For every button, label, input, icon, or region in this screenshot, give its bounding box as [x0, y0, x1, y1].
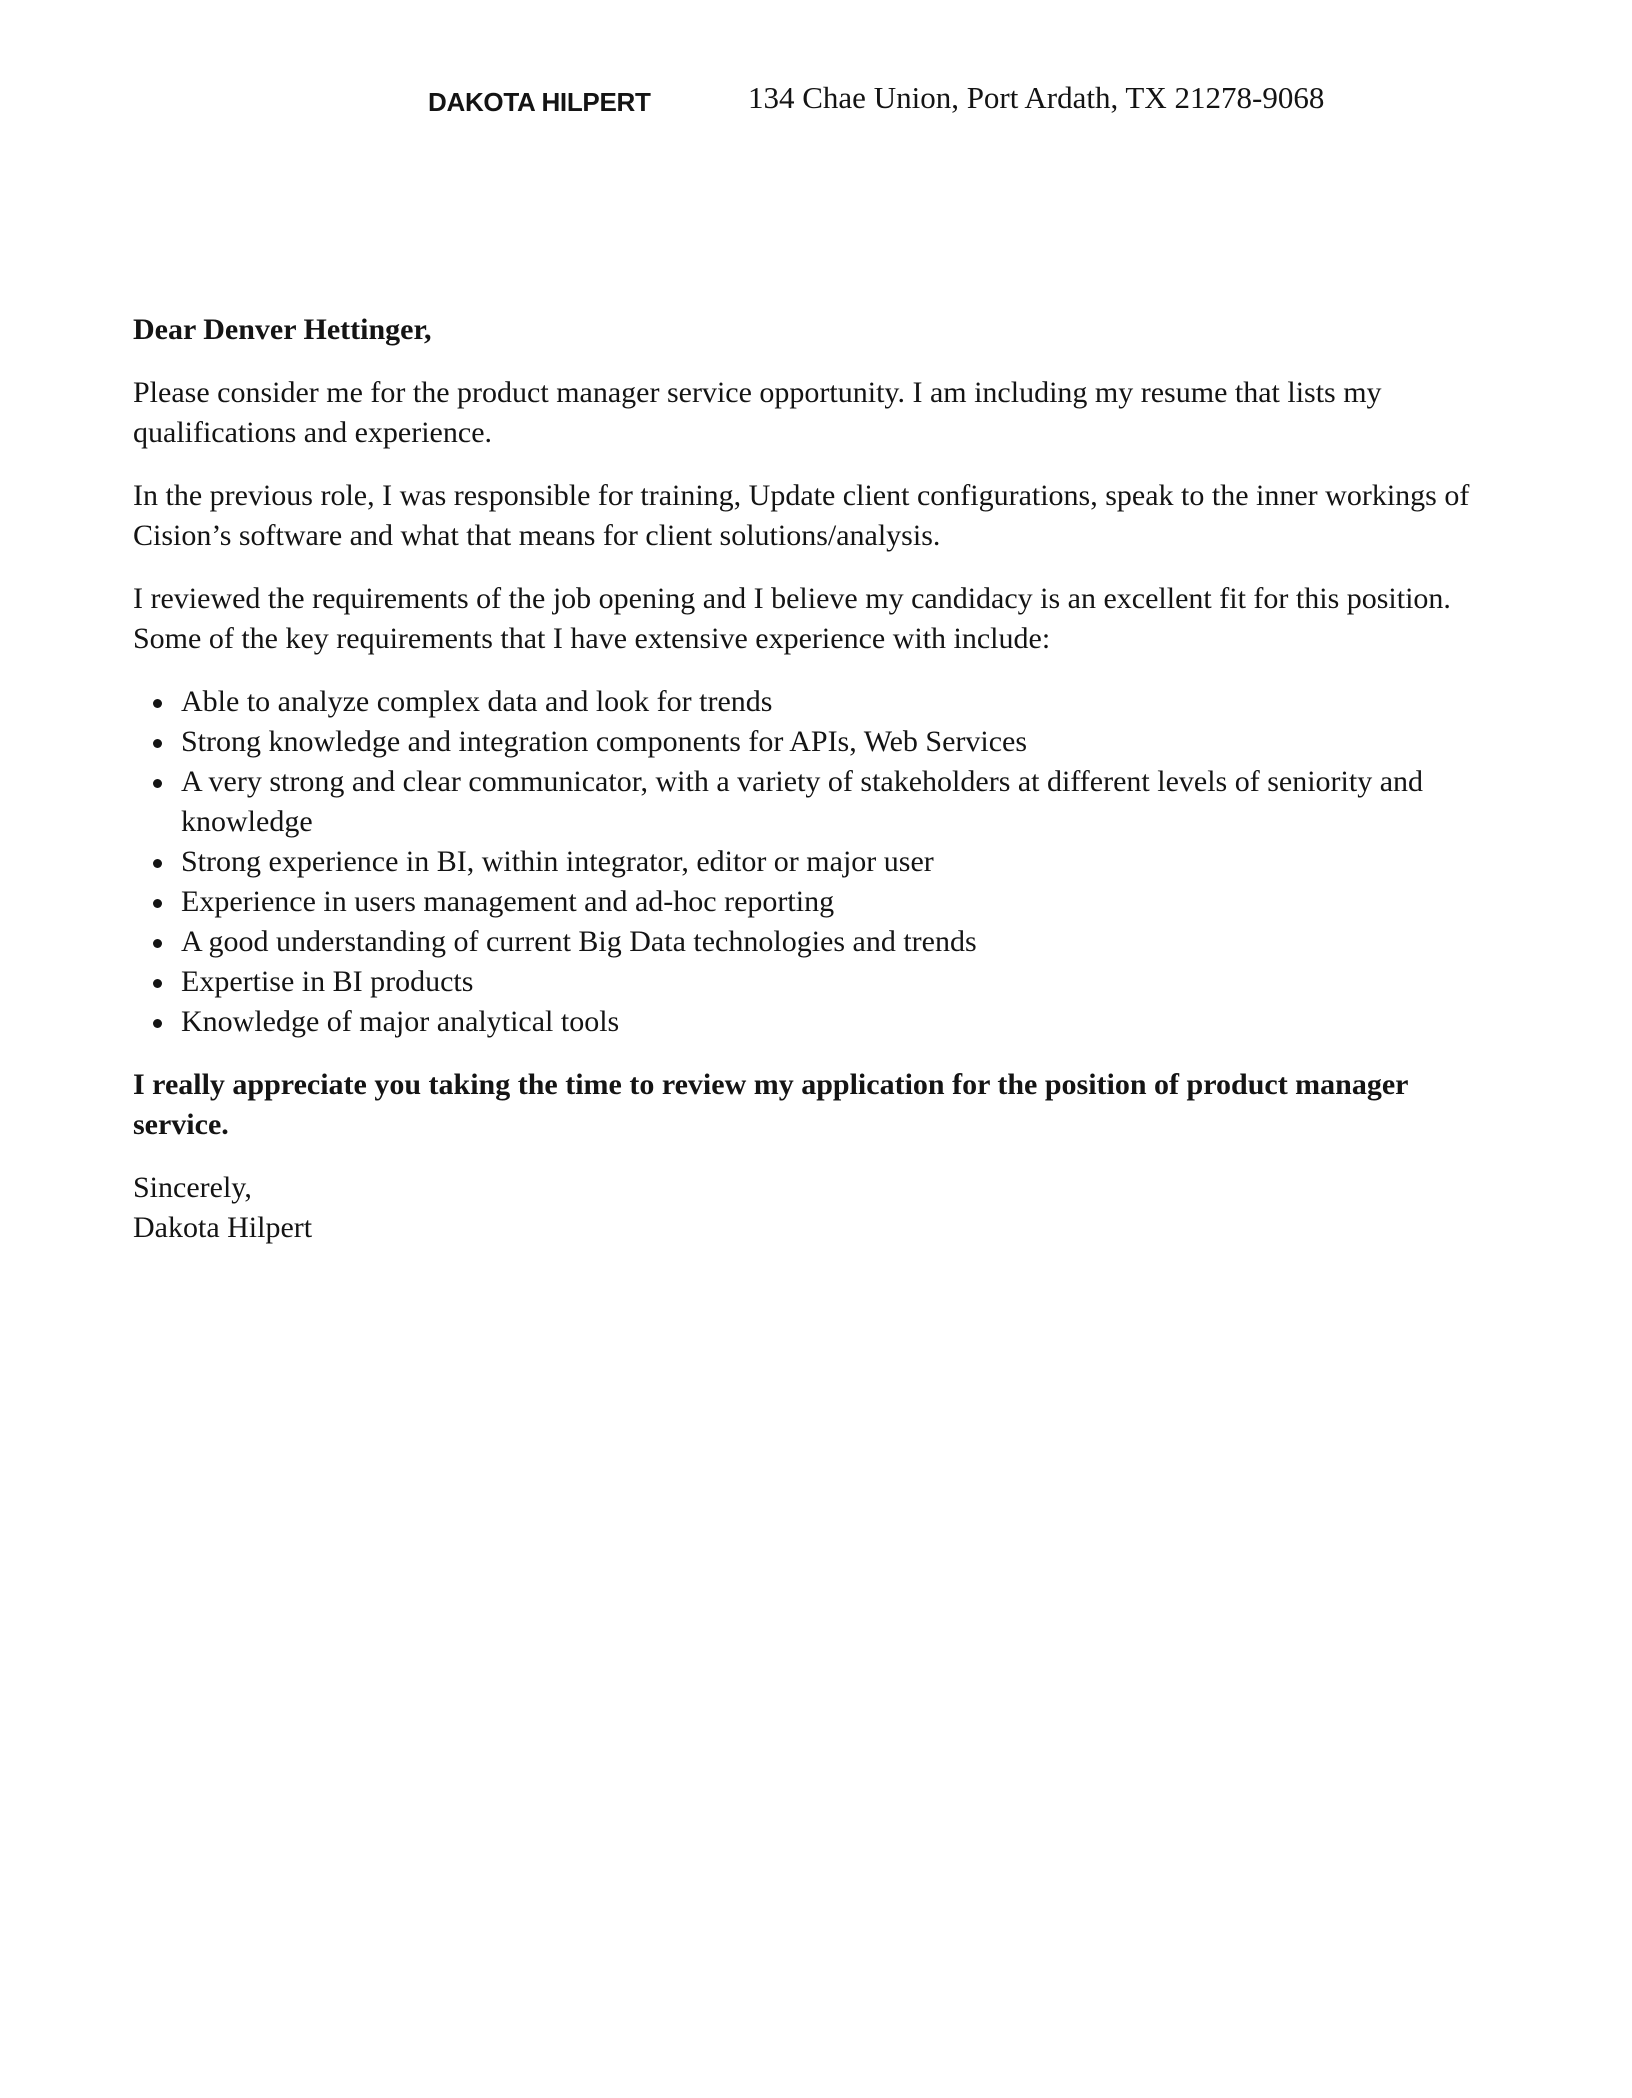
- paragraph-intro: Please consider me for the product manager service opportunity. I am including my resume that lists my qualifications and experience.: [133, 376, 1382, 449]
- signoff: [133, 1168, 1503, 1248]
- valediction: Sincerely,: [133, 1171, 252, 1204]
- sender-name: DAKOTA HILPERT: [428, 87, 651, 117]
- list-item: [133, 762, 1503, 842]
- list-item-text: Able to analyze complex data and look for trends: [181, 685, 773, 718]
- sender-address: 134 Chae Union, Port Ardath, TX 21278-9068: [748, 80, 1325, 115]
- list-item-text: Knowledge of major analytical tools: [181, 1005, 620, 1038]
- letterhead: [0, 80, 1632, 124]
- list-item: [133, 882, 1503, 922]
- list-item: [133, 922, 1503, 962]
- list-item-text: Strong experience in BI, within integrator, editor or major user: [181, 845, 934, 878]
- list-item-text: A very strong and clear communicator, with a variety of stakeholders at different levels of seniority and knowledge: [181, 765, 1424, 838]
- bullet-icon: [153, 899, 162, 908]
- requirements-list: [133, 682, 1503, 1042]
- letter-body: [133, 310, 1503, 1248]
- list-item: [133, 962, 1503, 1002]
- list-item: [133, 1002, 1503, 1042]
- salutation: Dear Denver Hettinger,: [133, 313, 432, 346]
- list-item-text: Experience in users management and ad-hoc reporting: [181, 885, 835, 918]
- list-item-text: A good understanding of current Big Data technologies and trends: [181, 925, 977, 958]
- list-item-text: Strong knowledge and integration components for APIs, Web Services: [181, 725, 1028, 758]
- bullet-icon: [153, 739, 162, 748]
- paragraph-requirements: I reviewed the requirements of the job opening and I believe my candidacy is an excellent fit for this position. Some of the key requirements that I have extensive experience with include:: [133, 582, 1451, 655]
- signature: Dakota Hilpert: [133, 1211, 313, 1244]
- bullet-icon: [153, 1019, 162, 1028]
- bullet-icon: [153, 699, 162, 708]
- bullet-icon: [153, 859, 162, 868]
- bullet-icon: [153, 979, 162, 988]
- closing-statement: I really appreciate you taking the time to review my application for the position of product manager service.: [133, 1068, 1408, 1141]
- list-item-text: Expertise in BI products: [181, 965, 474, 998]
- bullet-icon: [153, 939, 162, 948]
- bullet-icon: [153, 779, 162, 788]
- list-item: [133, 682, 1503, 722]
- list-item: [133, 722, 1503, 762]
- paragraph-previous-role: In the previous role, I was responsible for training, Update client configurations, speak to the inner workings of Cision’s software and what that means for client solutions/analysis.: [133, 479, 1470, 552]
- list-item: [133, 842, 1503, 882]
